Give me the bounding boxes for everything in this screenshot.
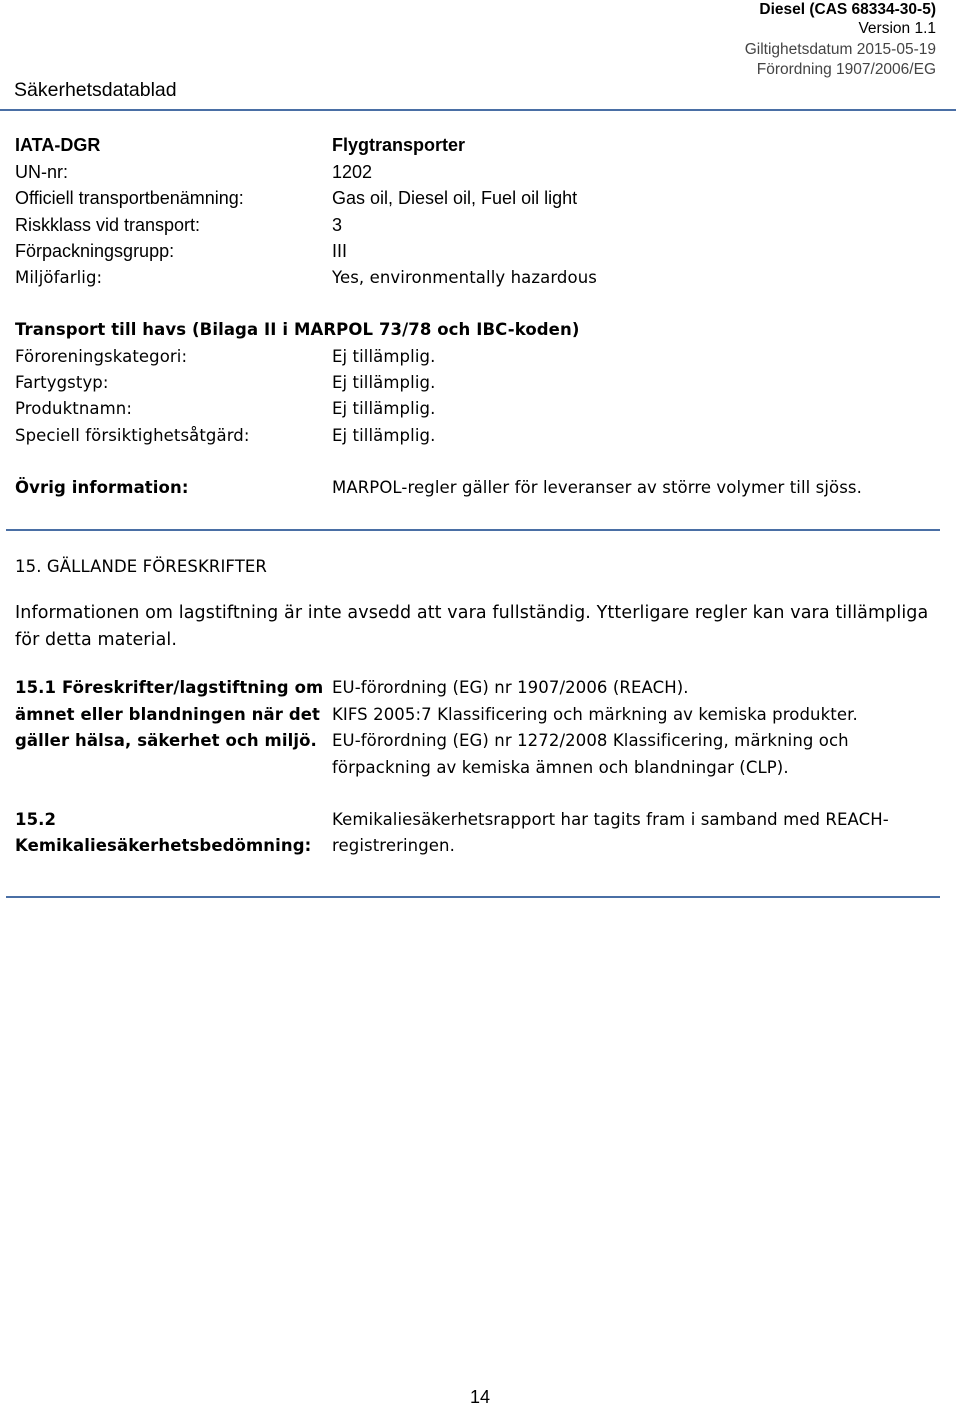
air-section-title: Flygtransporter (332, 135, 466, 155)
air-row-label: UN-nr: (15, 162, 68, 182)
air-row-label: Miljöfarlig: (15, 268, 103, 287)
sea-row-value: Ej tillämplig. (332, 347, 436, 366)
s151-value-line: EU-förordning (EG) nr 1272/2008 Klassificering, märkning och (332, 731, 849, 750)
section-rule (6, 529, 940, 531)
sea-row-label: Produktnamn: (15, 399, 132, 418)
s151-label-line: gäller hälsa, säkerhet och miljö. (15, 731, 317, 750)
sea-row-label: Speciell försiktighetsåtgärd: (15, 426, 250, 445)
sea-row-label: Föroreningskategori: (15, 347, 188, 366)
air-row-value: 3 (332, 215, 343, 235)
s151-label-line: ämnet eller blandningen när det (15, 705, 321, 724)
air-row-label: Officiell transportbenämning: (15, 188, 244, 208)
document-title: Säkerhetsdatablad (14, 79, 177, 101)
other-info-label: Övrig information: (15, 478, 189, 497)
sea-row-label: Fartygstyp: (15, 373, 109, 392)
product-name: Diesel (CAS 68334-30-5) (759, 1, 936, 18)
air-row-value: Gas oil, Diesel oil, Fuel oil light (332, 188, 578, 208)
validity-date: Giltighetsdatum 2015-05-19 (744, 41, 936, 58)
air-row-value: Yes, environmentally hazardous (332, 268, 597, 287)
air-row-label: Förpackningsgrupp: (15, 241, 175, 261)
sea-row-value: Ej tillämplig. (332, 399, 436, 418)
sea-section-title: Transport till havs (Bilaga II i MARPOL 73/78 och IBC-koden) (15, 320, 580, 339)
s151-value-line: KIFS 2005:7 Klassificering och märkning av kemiska produkter. (332, 705, 858, 724)
air-row-value: 1202 (332, 162, 373, 182)
s152-value-line: registreringen. (332, 836, 455, 855)
section-end-rule (6, 896, 940, 898)
section-15-title: 15. GÄLLANDE FÖRESKRIFTER (15, 557, 267, 576)
air-row-value: III (332, 241, 348, 261)
other-info-value: MARPOL-regler gäller för leveranser av större volymer till sjöss. (332, 478, 862, 497)
page-number: 14 (469, 1387, 491, 1407)
s151-value-line: EU-förordning (EG) nr 1907/2006 (REACH). (332, 678, 689, 697)
s152-value-line: Kemikaliesäkerhetsrapport har tagits fram i samband med REACH- (332, 810, 889, 829)
s151-value-line: förpackning av kemiska ämnen och blandningar (CLP). (332, 758, 789, 777)
s151-label-line: 15.1 Föreskrifter/lagstiftning om (15, 678, 324, 697)
sea-row-value: Ej tillämplig. (332, 426, 436, 445)
iata-label: IATA-DGR (15, 135, 101, 155)
air-row-label: Riskklass vid transport: (15, 215, 201, 235)
s152-label-line: 15.2 (15, 810, 57, 829)
header-rule (0, 109, 956, 111)
section-15-intro: Informationen om lagstiftning är inte avsedd att vara fullständig. Ytterligare regler kan vara tillämpliga för detta material. (15, 603, 929, 650)
regulation: Förordning 1907/2006/EG (756, 61, 936, 78)
s152-label-line: Kemikaliesäkerhetsbedömning: (15, 836, 312, 855)
version: Version 1.1 (858, 20, 936, 37)
sea-row-value: Ej tillämplig. (332, 373, 436, 392)
